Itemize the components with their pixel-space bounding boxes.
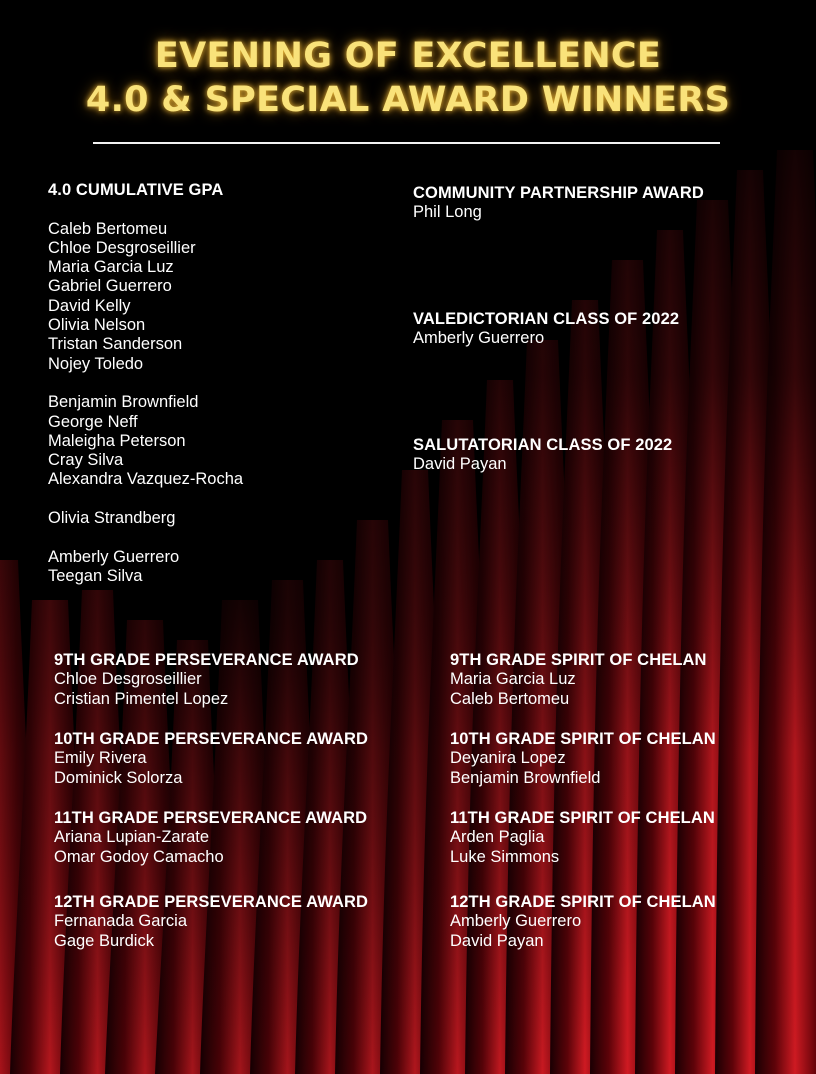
gpa-group-3 bbox=[48, 509, 243, 528]
community-partnership-award bbox=[413, 184, 704, 223]
gpa-name: Olivia Strandberg bbox=[48, 509, 176, 528]
title-line-1: EVENING OF EXCELLENCE bbox=[154, 36, 662, 76]
award-heading: 9TH GRADE SPIRIT OF CHELAN bbox=[450, 651, 707, 669]
award-winner: Dominick Solorza bbox=[54, 768, 183, 787]
award-heading: COMMUNITY PARTNERSHIP AWARD bbox=[413, 184, 704, 202]
perseverance-award-11 bbox=[54, 809, 367, 867]
gpa-name: Tristan Sanderson bbox=[48, 335, 183, 354]
award-winner: Omar Godoy Camacho bbox=[54, 847, 224, 866]
award-heading: 12TH GRADE SPIRIT OF CHELAN bbox=[450, 893, 716, 911]
gpa-name: Gabriel Guerrero bbox=[48, 277, 172, 296]
salutatorian-award bbox=[413, 436, 672, 475]
award-heading: VALEDICTORIAN CLASS OF 2022 bbox=[413, 310, 680, 328]
award-winner: Gage Burdick bbox=[54, 931, 154, 950]
award-winner: Maria Garcia Luz bbox=[450, 670, 576, 689]
gpa-name: Benjamin Brownfield bbox=[48, 393, 199, 412]
award-heading: 11TH GRADE SPIRIT OF CHELAN bbox=[450, 809, 715, 827]
award-heading: 9TH GRADE PERSEVERANCE AWARD bbox=[54, 651, 359, 669]
award-winner: Arden Paglia bbox=[450, 828, 545, 847]
award-winner: Chloe Desgroseillier bbox=[54, 670, 202, 689]
gpa-name: Cray Silva bbox=[48, 451, 124, 470]
award-winner: Phil Long bbox=[413, 203, 482, 222]
award-heading: 12TH GRADE PERSEVERANCE AWARD bbox=[54, 893, 369, 911]
gpa-name: Maria Garcia Luz bbox=[48, 258, 174, 277]
award-winner: Luke Simmons bbox=[450, 847, 560, 866]
spirit-of-chelan-10 bbox=[450, 730, 716, 788]
award-winner: Ariana Lupian-Zarate bbox=[54, 828, 210, 847]
award-heading: 10TH GRADE PERSEVERANCE AWARD bbox=[54, 730, 369, 748]
award-winner: Deyanira Lopez bbox=[450, 749, 566, 768]
gpa-name: Olivia Nelson bbox=[48, 316, 146, 335]
perseverance-award-10 bbox=[54, 730, 368, 788]
award-heading: 11TH GRADE PERSEVERANCE AWARD bbox=[54, 809, 368, 827]
award-winner: Caleb Bertomeu bbox=[450, 689, 570, 708]
spirit-of-chelan-11 bbox=[450, 809, 715, 867]
award-heading: SALUTATORIAN CLASS OF 2022 bbox=[413, 436, 673, 454]
perseverance-award-12 bbox=[54, 893, 368, 951]
spirit-of-chelan-9 bbox=[450, 651, 707, 709]
gpa-name: George Neff bbox=[48, 412, 138, 431]
gpa-name: Amberly Guerrero bbox=[48, 547, 180, 566]
title-line-2: 4.0 & SPECIAL AWARD WINNERS bbox=[85, 80, 731, 120]
gpa-group-1 bbox=[48, 220, 243, 374]
award-winner: Emily Rivera bbox=[54, 749, 147, 768]
gpa-section bbox=[48, 181, 243, 586]
award-winner: David Payan bbox=[413, 455, 507, 474]
valedictorian-award bbox=[413, 310, 679, 349]
gpa-group-4 bbox=[48, 548, 243, 587]
award-winner: Cristian Pimentel Lopez bbox=[54, 689, 229, 708]
award-winner: David Payan bbox=[450, 931, 544, 950]
gpa-name: Nojey Toledo bbox=[48, 354, 144, 373]
gpa-name: David Kelly bbox=[48, 296, 131, 315]
spirit-of-chelan-12 bbox=[450, 893, 716, 951]
page-title bbox=[0, 34, 816, 122]
award-winner: Amberly Guerrero bbox=[450, 912, 582, 931]
gpa-name: Caleb Bertomeu bbox=[48, 219, 168, 238]
award-winner: Fernanada Garcia bbox=[54, 912, 187, 931]
award-winner: Benjamin Brownfield bbox=[450, 768, 601, 787]
perseverance-award-9 bbox=[54, 651, 359, 709]
gpa-name: Teegan Silva bbox=[48, 566, 143, 585]
gpa-heading: 4.0 CUMULATIVE GPA bbox=[48, 181, 224, 199]
award-winner: Amberly Guerrero bbox=[413, 329, 545, 348]
award-heading: 10TH GRADE SPIRIT OF CHELAN bbox=[450, 730, 716, 748]
gpa-name: Maleigha Peterson bbox=[48, 431, 186, 450]
gpa-name: Chloe Desgroseillier bbox=[48, 238, 196, 257]
title-divider bbox=[93, 142, 720, 144]
gpa-group-2 bbox=[48, 393, 243, 489]
gpa-name: Alexandra Vazquez-Rocha bbox=[48, 470, 244, 489]
